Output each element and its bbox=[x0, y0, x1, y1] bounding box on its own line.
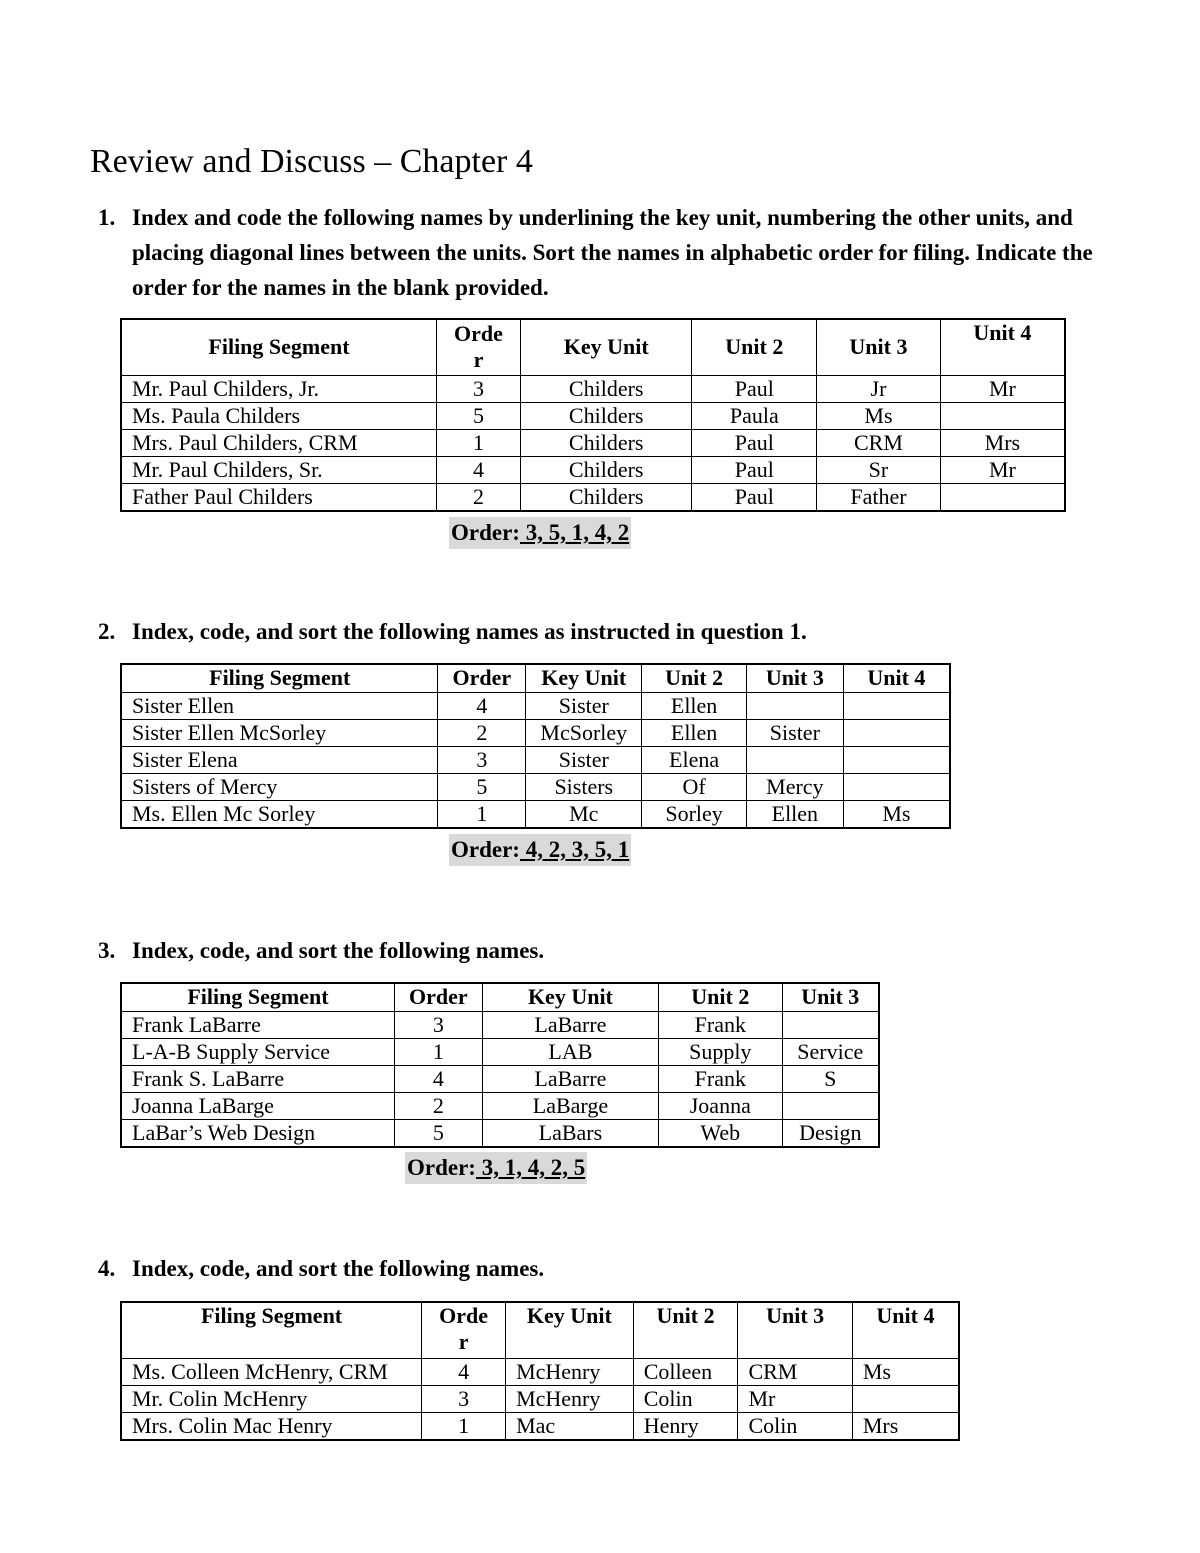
column-header: Unit 2 bbox=[633, 1302, 738, 1358]
table-cell: Design bbox=[782, 1119, 879, 1147]
table-cell: Ms. Paula Childers bbox=[121, 402, 436, 429]
order-label: Order: bbox=[451, 520, 520, 545]
table-cell: LaBarge bbox=[482, 1092, 658, 1119]
order-label: Order: bbox=[451, 837, 520, 862]
table-cell: Sister Ellen McSorley bbox=[121, 719, 438, 746]
table-row bbox=[121, 800, 950, 828]
table-cell: LaBar’s Web Design bbox=[121, 1119, 394, 1147]
table-cell bbox=[843, 746, 950, 773]
table-cell: Paul bbox=[692, 456, 817, 483]
order-value: 4, 2, 3, 5, 1 bbox=[519, 837, 630, 862]
table-cell: Mrs. Paul Childers, CRM bbox=[121, 429, 436, 456]
table-cell: LaBars bbox=[482, 1119, 658, 1147]
table-cell: Ms. Ellen Mc Sorley bbox=[121, 800, 438, 828]
table-cell bbox=[782, 1092, 879, 1119]
table-cell bbox=[852, 1385, 959, 1412]
table-cell: Frank bbox=[659, 1065, 783, 1092]
table-cell: 1 bbox=[438, 800, 526, 828]
question-number: 2. bbox=[98, 619, 116, 644]
table-cell: Ms. Colleen McHenry, CRM bbox=[121, 1358, 422, 1385]
column-header: Unit 3 bbox=[817, 319, 941, 375]
question-text: Index and code the following names by underlining the key unit, numbering the other units, and placing diagonal lines between the units. Sort the names in alphabetic order for filing. Indicate the order for the names in the blank provided. bbox=[132, 205, 1093, 300]
column-header: Key Unit bbox=[506, 1302, 634, 1358]
table-cell: Jr bbox=[817, 375, 941, 402]
table-cell: Childers bbox=[520, 402, 692, 429]
table-cell: Joanna LaBarge bbox=[121, 1092, 394, 1119]
table-cell: Childers bbox=[520, 375, 692, 402]
table-cell: LaBarre bbox=[482, 1011, 658, 1038]
table-cell: 4 bbox=[436, 456, 520, 483]
table-cell: Ms bbox=[843, 800, 950, 828]
order-label: Order: bbox=[407, 1155, 476, 1180]
table-cell: Joanna bbox=[659, 1092, 783, 1119]
table-cell: Sister Ellen bbox=[121, 692, 438, 719]
table-cell: 4 bbox=[422, 1358, 506, 1385]
q4-table bbox=[120, 1301, 960, 1441]
table-cell: 5 bbox=[394, 1119, 482, 1147]
table-row bbox=[121, 456, 1065, 483]
table-cell bbox=[843, 773, 950, 800]
table-cell bbox=[940, 483, 1065, 511]
column-header: Order bbox=[438, 664, 526, 692]
column-header: Unit 2 bbox=[642, 664, 747, 692]
table-cell: S bbox=[782, 1065, 879, 1092]
table-cell: Father bbox=[817, 483, 941, 511]
table-row bbox=[121, 402, 1065, 429]
question-text: Index, code, and sort the following names as instructed in question 1. bbox=[132, 619, 807, 644]
table-row bbox=[121, 692, 950, 719]
table-row bbox=[121, 746, 950, 773]
table-cell: Colin bbox=[633, 1385, 738, 1412]
table-cell: Sister bbox=[746, 719, 843, 746]
column-header: Unit 3 bbox=[738, 1302, 852, 1358]
table-cell: 5 bbox=[436, 402, 520, 429]
column-header: Key Unit bbox=[520, 319, 692, 375]
q3-table bbox=[120, 982, 880, 1148]
table-cell: Childers bbox=[520, 483, 692, 511]
table-cell bbox=[843, 692, 950, 719]
table-cell: McHenry bbox=[506, 1385, 634, 1412]
table-cell: CRM bbox=[738, 1358, 852, 1385]
table-cell: 2 bbox=[436, 483, 520, 511]
table-row bbox=[121, 1092, 879, 1119]
question-number: 1. bbox=[98, 205, 116, 230]
table-cell: Frank bbox=[659, 1011, 783, 1038]
column-header: Unit 4 bbox=[843, 664, 950, 692]
column-header: Unit 3 bbox=[746, 664, 843, 692]
table-cell: 1 bbox=[436, 429, 520, 456]
table-cell: Sisters of Mercy bbox=[121, 773, 438, 800]
table-cell bbox=[782, 1011, 879, 1038]
table-row bbox=[121, 1119, 879, 1147]
table-cell: Frank LaBarre bbox=[121, 1011, 394, 1038]
table-cell: Mrs. Colin Mac Henry bbox=[121, 1412, 422, 1440]
table-row bbox=[121, 1385, 959, 1412]
table-cell: Ms bbox=[852, 1358, 959, 1385]
column-header: Filing Segment bbox=[121, 1302, 422, 1358]
table-cell: Childers bbox=[520, 429, 692, 456]
table-cell: Sorley bbox=[642, 800, 747, 828]
table-cell: Web bbox=[659, 1119, 783, 1147]
table-row bbox=[121, 773, 950, 800]
column-header: Unit 4 bbox=[940, 319, 1065, 375]
table-cell: 1 bbox=[422, 1412, 506, 1440]
q1-table bbox=[120, 318, 1066, 512]
table-cell: Mc bbox=[526, 800, 642, 828]
table-row bbox=[121, 1412, 959, 1440]
table-cell: Ellen bbox=[642, 692, 747, 719]
table-cell: Mr bbox=[940, 456, 1065, 483]
column-header bbox=[436, 319, 520, 375]
table-cell: Childers bbox=[520, 456, 692, 483]
column-header: Filing Segment bbox=[121, 664, 438, 692]
table-cell: Mrs bbox=[940, 429, 1065, 456]
table-cell: Mr bbox=[940, 375, 1065, 402]
table-cell: Mercy bbox=[746, 773, 843, 800]
table-cell: CRM bbox=[817, 429, 941, 456]
table-row bbox=[121, 1358, 959, 1385]
table-cell: Elena bbox=[642, 746, 747, 773]
table-cell: Ellen bbox=[642, 719, 747, 746]
column-header-text: Orde r bbox=[439, 1303, 489, 1354]
table-cell: Paul bbox=[692, 375, 817, 402]
column-header-text: Orde r bbox=[454, 321, 503, 373]
table-cell: LaBarre bbox=[482, 1065, 658, 1092]
order-value: 3, 1, 4, 2, 5 bbox=[475, 1155, 586, 1180]
table-cell: Sister bbox=[526, 692, 642, 719]
question-text: Index, code, and sort the following names. bbox=[132, 1256, 545, 1281]
table-cell: Mac bbox=[506, 1412, 634, 1440]
table-row bbox=[121, 1038, 879, 1065]
column-header: Unit 4 bbox=[852, 1302, 959, 1358]
order-answer bbox=[449, 834, 631, 866]
table-cell: McSorley bbox=[526, 719, 642, 746]
table-cell: Service bbox=[782, 1038, 879, 1065]
table-cell: 5 bbox=[438, 773, 526, 800]
table-cell: Supply bbox=[659, 1038, 783, 1065]
table-cell: Sister Elena bbox=[121, 746, 438, 773]
order-answer bbox=[405, 1152, 587, 1184]
table-row bbox=[121, 483, 1065, 511]
table-cell: 2 bbox=[394, 1092, 482, 1119]
table-cell: Paula bbox=[692, 402, 817, 429]
table-cell: 3 bbox=[422, 1385, 506, 1412]
table-cell: Sister bbox=[526, 746, 642, 773]
table-cell: Mr. Paul Childers, Jr. bbox=[121, 375, 436, 402]
table-cell bbox=[843, 719, 950, 746]
table-cell: Ellen bbox=[746, 800, 843, 828]
table-cell: Mr. Colin McHenry bbox=[121, 1385, 422, 1412]
column-header bbox=[422, 1302, 506, 1358]
table-row bbox=[121, 429, 1065, 456]
table-row bbox=[121, 375, 1065, 402]
table-cell: Sr bbox=[817, 456, 941, 483]
column-header: Filing Segment bbox=[121, 319, 436, 375]
table-cell: 1 bbox=[394, 1038, 482, 1065]
table-cell: Paul bbox=[692, 483, 817, 511]
table-cell: Of bbox=[642, 773, 747, 800]
column-header: Key Unit bbox=[482, 983, 658, 1011]
table-cell: Mr bbox=[738, 1385, 852, 1412]
column-header: Filing Segment bbox=[121, 983, 394, 1011]
table-row bbox=[121, 1011, 879, 1038]
table-cell: LAB bbox=[482, 1038, 658, 1065]
table-cell: L-A-B Supply Service bbox=[121, 1038, 394, 1065]
table-cell: Colin bbox=[738, 1412, 852, 1440]
table-cell: 4 bbox=[438, 692, 526, 719]
table-cell: Frank S. LaBarre bbox=[121, 1065, 394, 1092]
table-cell: Mrs bbox=[852, 1412, 959, 1440]
q2-table bbox=[120, 663, 951, 829]
question-number: 4. bbox=[98, 1256, 116, 1281]
page-title: Review and Discuss – Chapter 4 bbox=[90, 143, 533, 180]
question-text: Index, code, and sort the following names. bbox=[132, 938, 545, 963]
question-number: 3. bbox=[98, 938, 116, 963]
table-row bbox=[121, 719, 950, 746]
table-cell: 3 bbox=[394, 1011, 482, 1038]
order-answer bbox=[449, 517, 631, 549]
column-header: Unit 3 bbox=[782, 983, 879, 1011]
column-header: Key Unit bbox=[526, 664, 642, 692]
table-cell: Henry bbox=[633, 1412, 738, 1440]
table-row bbox=[121, 1065, 879, 1092]
table-cell: Sisters bbox=[526, 773, 642, 800]
column-header: Order bbox=[394, 983, 482, 1011]
table-cell: 3 bbox=[436, 375, 520, 402]
column-header: Unit 2 bbox=[659, 983, 783, 1011]
table-cell: Paul bbox=[692, 429, 817, 456]
table-cell bbox=[746, 746, 843, 773]
table-cell bbox=[746, 692, 843, 719]
order-value: 3, 5, 1, 4, 2 bbox=[519, 520, 630, 545]
table-cell: Mr. Paul Childers, Sr. bbox=[121, 456, 436, 483]
column-header: Unit 2 bbox=[692, 319, 817, 375]
table-cell: 4 bbox=[394, 1065, 482, 1092]
table-cell: Ms bbox=[817, 402, 941, 429]
table-cell: 3 bbox=[438, 746, 526, 773]
table-cell: Colleen bbox=[633, 1358, 738, 1385]
table-cell: 2 bbox=[438, 719, 526, 746]
table-cell: McHenry bbox=[506, 1358, 634, 1385]
table-cell bbox=[940, 402, 1065, 429]
table-cell: Father Paul Childers bbox=[121, 483, 436, 511]
